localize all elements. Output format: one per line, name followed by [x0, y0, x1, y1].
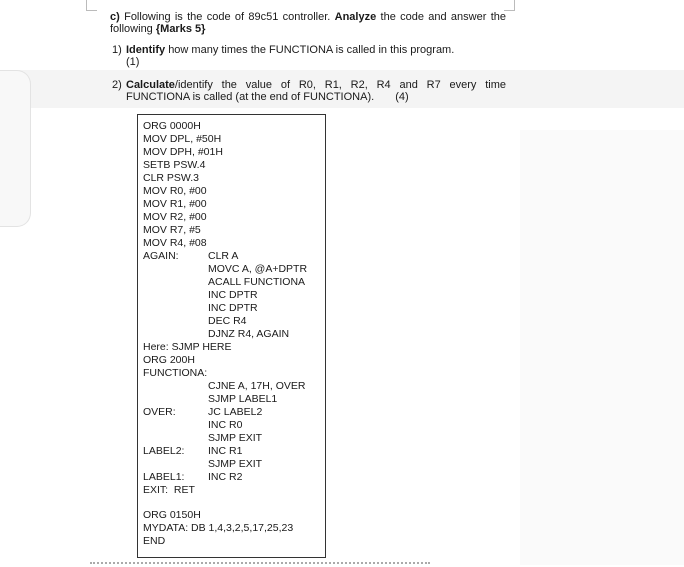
code-line: INC R0 — [208, 419, 243, 431]
code-line: EXIT: RET — [143, 484, 195, 496]
page-corner-top-right — [504, 0, 515, 11]
code-line: MOV R4, #08 — [143, 237, 207, 249]
code-line: INC DPTR — [208, 302, 258, 314]
code-line: SJMP LABEL1 — [208, 393, 278, 405]
code-label: OVER: — [143, 406, 176, 418]
code-line: DJNZ R4, AGAIN — [208, 328, 290, 340]
sub-question-number: 2) — [112, 79, 122, 91]
sub-question-verb: Calculate — [126, 79, 175, 91]
code-line: INC DPTR — [208, 289, 258, 301]
sub-question-number: 1) — [112, 44, 122, 56]
code-line: CLR A — [208, 250, 239, 262]
code-listing-box — [137, 114, 326, 558]
sub-question-1 — [112, 44, 506, 68]
code-line: MOVC A, @A+DPTR — [208, 263, 308, 275]
code-line: CLR PSW.3 — [143, 172, 200, 184]
code-label: FUNCTIONA: — [143, 367, 208, 379]
left-side-panel — [0, 70, 31, 227]
code-line: ACALL FUNCTIONA — [208, 276, 306, 288]
code-line: JC LABEL2 — [208, 406, 263, 418]
question-marks: {Marks 5} — [155, 23, 206, 35]
sub-question-marks: (4) — [395, 91, 409, 103]
code-line: ORG 200H — [143, 354, 195, 366]
code-line: MYDATA: DB 1,4,3,2,5,17,25,23 — [143, 522, 294, 534]
code-line: MOV DPH, #01H — [143, 146, 223, 158]
question-text-a: Following is the code of 89c51 controller. — [124, 11, 331, 23]
code-line: END — [143, 535, 166, 547]
code-line: MOV DPL, #50H — [143, 133, 222, 145]
code-line: INC R2 — [208, 471, 243, 483]
code-label: AGAIN: — [143, 250, 179, 262]
question-text-b: the code and answer the following — [110, 11, 506, 35]
code-line: MOV R2, #00 — [143, 211, 207, 223]
code-line: SJMP EXIT — [208, 458, 263, 470]
sub-question-2 — [112, 79, 506, 103]
sub-question-text: /identify the value of R0, R1, R2, R4 and R7 every time FUNCTIONA is called (at the end of FUNCTIONA). — [126, 79, 506, 103]
sub-question-text: how many times the FUNCTIONA is called in this program. — [168, 44, 455, 56]
code-line: MOV R1, #00 — [143, 198, 207, 210]
sub-question-marks: (1) — [126, 56, 140, 68]
code-line: MOV R0, #00 — [143, 185, 207, 197]
code-line: MOV R7, #5 — [143, 224, 201, 236]
code-line: DEC R4 — [208, 315, 247, 327]
code-line: SETB PSW.4 — [143, 159, 206, 171]
right-side-panel — [520, 130, 684, 565]
question-c — [110, 11, 506, 35]
sub-question-verb: Identify — [126, 44, 166, 56]
code-line: INC R1 — [208, 445, 243, 457]
code-line: ORG 0000H — [143, 120, 201, 132]
code-line: Here: SJMP HERE — [143, 341, 232, 353]
question-label: c) — [110, 11, 120, 23]
code-line: ORG 0150H — [143, 509, 201, 521]
code-line: CJNE A, 17H, OVER — [208, 380, 306, 392]
code-label: LABEL1: — [143, 471, 185, 483]
page-corner-top-left — [86, 0, 97, 11]
code-label: LABEL2: — [143, 445, 185, 457]
code-line: SJMP EXIT — [208, 432, 263, 444]
question-text-bold: Analyze — [334, 11, 377, 23]
